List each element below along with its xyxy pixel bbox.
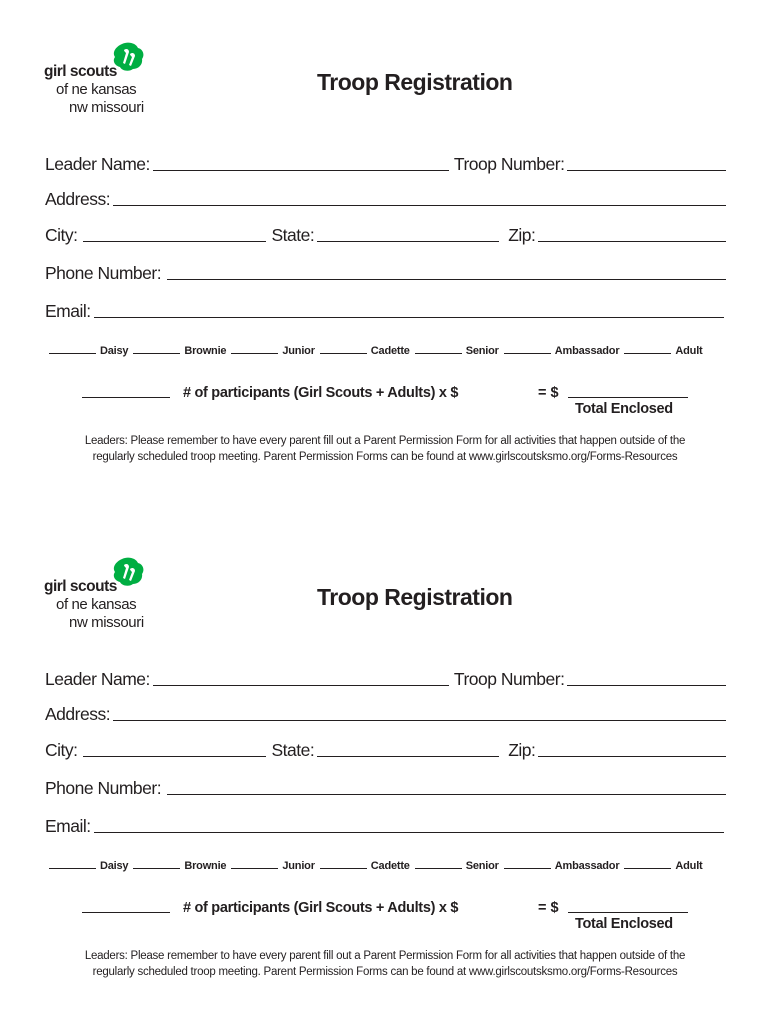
- zip-field[interactable]: [538, 756, 726, 757]
- logo-line-1: girl scouts: [44, 578, 117, 595]
- category-label-ambassador: Ambassador: [554, 345, 620, 357]
- leaders-note-line-2: regularly scheduled troop meeting. Parent Permission Forms can be found at www.girlscoutsksmo.org/Forms-Resources: [92, 966, 678, 978]
- leaders-note: [30, 948, 740, 980]
- category-count-field-daisy[interactable]: [49, 353, 96, 354]
- zip-field[interactable]: [538, 241, 726, 242]
- category-label-daisy: Daisy: [100, 345, 129, 357]
- leaders-note: [30, 433, 740, 465]
- total-enclosed-field[interactable]: [568, 912, 688, 913]
- category-count-field-adult[interactable]: [624, 868, 671, 869]
- email-label: Email:: [45, 816, 91, 836]
- logo-line-2: of ne kansas: [56, 596, 137, 613]
- phone-number-label: Phone Number:: [45, 778, 162, 798]
- category-counts-row: [49, 341, 725, 357]
- zip-label: Zip:: [508, 740, 536, 760]
- category-label-adult: Adult: [675, 345, 703, 357]
- category-count-field-junior[interactable]: [231, 868, 278, 869]
- address-row: [45, 702, 726, 724]
- girl-scouts-logo: [44, 42, 164, 118]
- address-field[interactable]: [113, 205, 726, 206]
- phone-row: [45, 261, 726, 283]
- leaders-note-line-1: Leaders: Please remember to have every parent fill out a Parent Permission Form for all activities that happen outside of the: [84, 950, 686, 962]
- category-label-brownie: Brownie: [184, 860, 227, 872]
- category-count-field-brownie[interactable]: [133, 868, 180, 869]
- category-count-field-brownie[interactable]: [133, 353, 180, 354]
- phone-number-field[interactable]: [167, 794, 726, 795]
- category-count-field-senior[interactable]: [415, 353, 462, 354]
- category-count-field-senior[interactable]: [415, 868, 462, 869]
- logo-line-3: nw missouri: [69, 99, 144, 116]
- participants-label: # of participants (Girl Scouts + Adults) x $: [183, 385, 459, 401]
- total-enclosed-label: Total Enclosed: [575, 916, 673, 932]
- email-field[interactable]: [94, 832, 724, 833]
- category-label-cadette: Cadette: [370, 345, 410, 357]
- leaders-note-line-1: Leaders: Please remember to have every parent fill out a Parent Permission Form for all activities that happen outside of the: [84, 435, 686, 447]
- troop-number-label: Troop Number:: [453, 154, 565, 174]
- category-label-adult: Adult: [675, 860, 703, 872]
- category-count-field-junior[interactable]: [231, 353, 278, 354]
- leader-troop-row: [45, 667, 726, 689]
- state-field[interactable]: [317, 756, 499, 757]
- leader-name-field[interactable]: [153, 685, 449, 686]
- address-label: Address:: [45, 189, 111, 209]
- category-counts-row: [49, 856, 725, 872]
- leaders-note-line-2: regularly scheduled troop meeting. Parent Permission Forms can be found at www.girlscoutsksmo.org/Forms-Resources: [92, 451, 678, 463]
- troop-number-label: Troop Number:: [453, 669, 565, 689]
- category-count-field-daisy[interactable]: [49, 868, 96, 869]
- category-count-field-ambassador[interactable]: [504, 868, 551, 869]
- participants-count-field[interactable]: [82, 912, 170, 913]
- category-label-junior: Junior: [282, 345, 315, 357]
- phone-row: [45, 776, 726, 798]
- logo-line-3: nw missouri: [69, 614, 144, 631]
- form-title: Troop Registration: [317, 584, 513, 610]
- category-label-senior: Senior: [465, 345, 499, 357]
- category-count-field-ambassador[interactable]: [504, 353, 551, 354]
- city-state-zip-row: [45, 738, 726, 760]
- email-field[interactable]: [94, 317, 724, 318]
- city-field[interactable]: [83, 756, 266, 757]
- state-field[interactable]: [317, 241, 499, 242]
- address-label: Address:: [45, 704, 111, 724]
- zip-label: Zip:: [508, 225, 536, 245]
- category-label-senior: Senior: [465, 860, 499, 872]
- troop-number-field[interactable]: [567, 170, 726, 171]
- leader-name-field[interactable]: [153, 170, 449, 171]
- city-label: City:: [45, 225, 78, 245]
- total-enclosed-label: Total Enclosed: [575, 401, 673, 417]
- phone-number-field[interactable]: [167, 279, 726, 280]
- form-title: Troop Registration: [317, 69, 513, 95]
- payment-calculation: [82, 385, 702, 425]
- address-row: [45, 187, 726, 209]
- phone-number-label: Phone Number:: [45, 263, 162, 283]
- category-label-ambassador: Ambassador: [554, 860, 620, 872]
- troop-number-field[interactable]: [567, 685, 726, 686]
- leader-troop-row: [45, 152, 726, 174]
- category-label-brownie: Brownie: [184, 345, 227, 357]
- city-field[interactable]: [83, 241, 266, 242]
- logo-line-2: of ne kansas: [56, 81, 137, 98]
- address-field[interactable]: [113, 720, 726, 721]
- girl-scouts-logo: [44, 557, 164, 633]
- troop-registration-form-2: [0, 515, 770, 1015]
- logo-line-1: girl scouts: [44, 63, 117, 80]
- leader-name-label: Leader Name:: [45, 154, 150, 174]
- email-row: [45, 814, 724, 836]
- equals-dollar-label: = $: [538, 900, 559, 916]
- state-label: State:: [271, 740, 315, 760]
- city-label: City:: [45, 740, 78, 760]
- state-label: State:: [271, 225, 315, 245]
- participants-label: # of participants (Girl Scouts + Adults) x $: [183, 900, 459, 916]
- category-count-field-adult[interactable]: [624, 353, 671, 354]
- category-label-cadette: Cadette: [370, 860, 410, 872]
- equals-dollar-label: = $: [538, 385, 559, 401]
- troop-registration-form-1: [0, 0, 770, 500]
- email-label: Email:: [45, 301, 91, 321]
- city-state-zip-row: [45, 223, 726, 245]
- category-label-junior: Junior: [282, 860, 315, 872]
- participants-count-field[interactable]: [82, 397, 170, 398]
- category-count-field-cadette[interactable]: [320, 868, 367, 869]
- email-row: [45, 299, 724, 321]
- leader-name-label: Leader Name:: [45, 669, 150, 689]
- category-label-daisy: Daisy: [100, 860, 129, 872]
- total-enclosed-field[interactable]: [568, 397, 688, 398]
- payment-calculation: [82, 900, 702, 940]
- category-count-field-cadette[interactable]: [320, 353, 367, 354]
